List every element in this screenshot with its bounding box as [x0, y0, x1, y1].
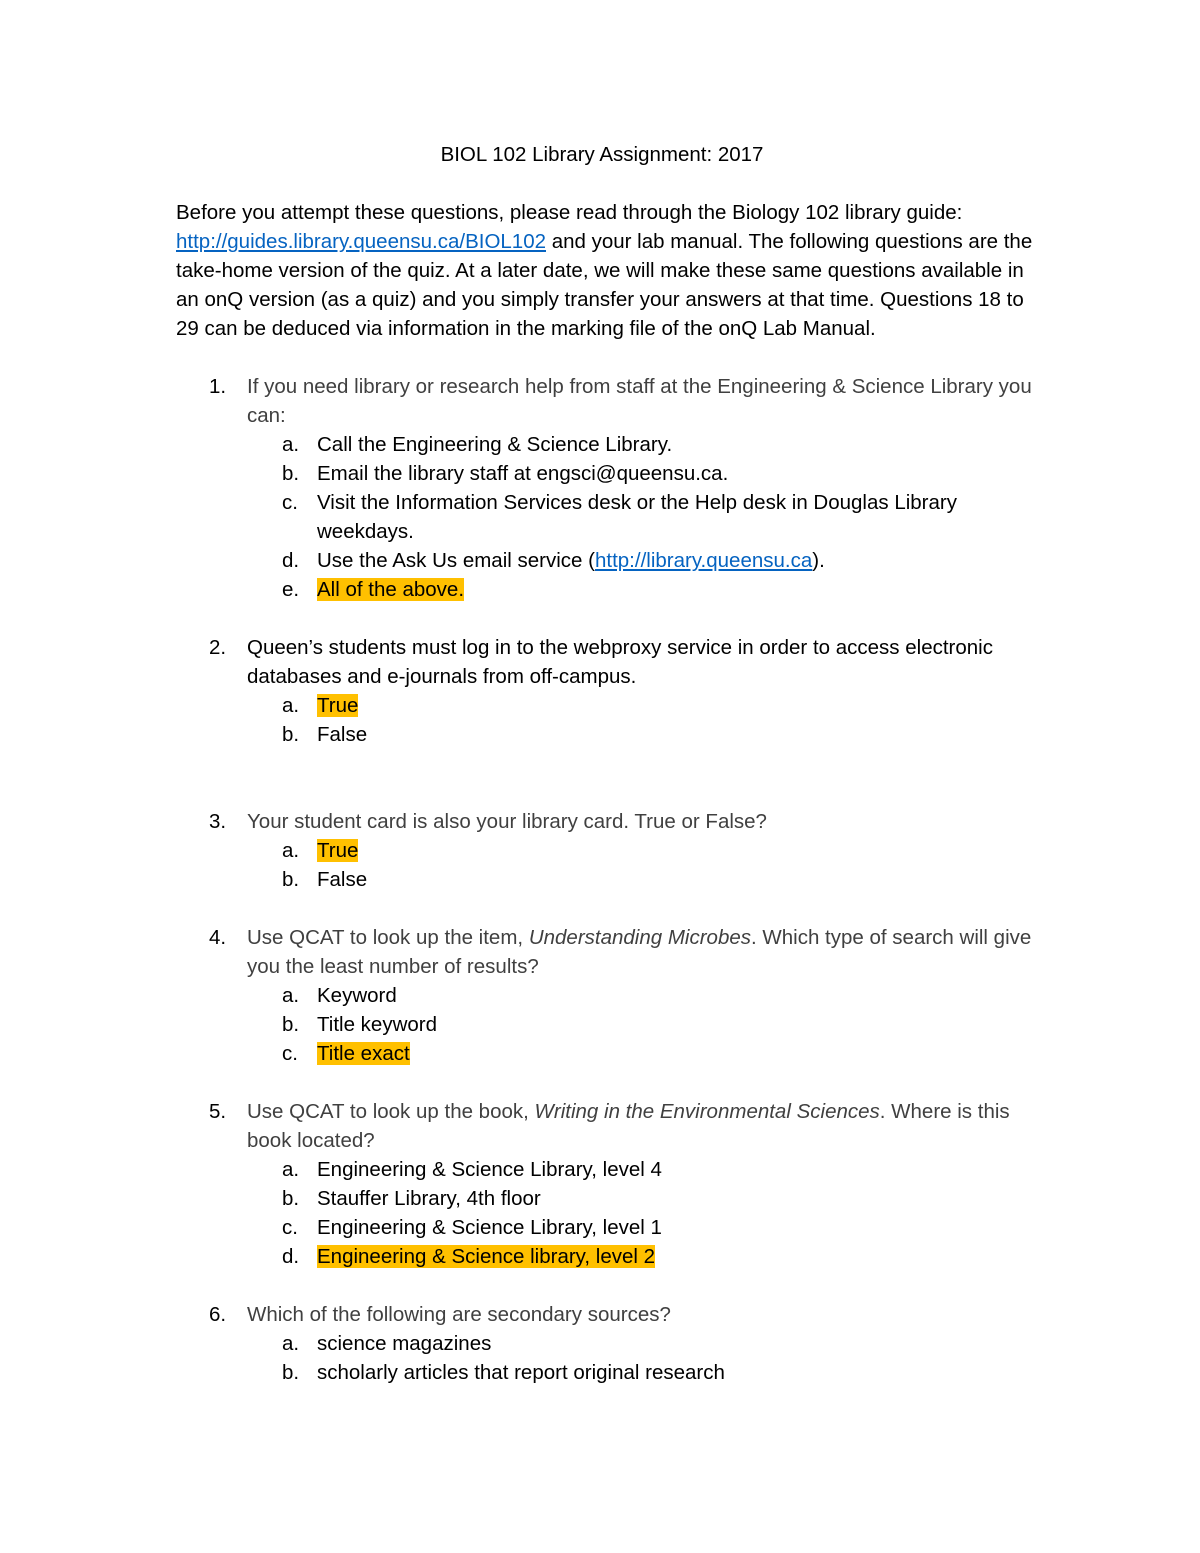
- option-letter: c.: [282, 491, 298, 514]
- option-letter: a.: [282, 1332, 300, 1355]
- option-text-before: Use the Ask Us email service (: [317, 549, 595, 572]
- option-text: scholarly articles that report original research: [317, 1361, 725, 1384]
- answer-option: [282, 1010, 1036, 1039]
- question-number: 3.: [209, 810, 227, 833]
- question-text-before: Use QCAT to look up the book,: [247, 1100, 535, 1123]
- intro-text-after: and your lab manual. The following questions are the take-home version of the quiz. At a later date, we will make these same questions available in an onQ version (as a quiz) and you simply transfer your answers at that time. Questions 18 to 29 can be deduced via information in the marking file of the onQ Lab Manual.: [176, 230, 1033, 340]
- highlighted-answer: Engineering & Science library, level 2: [317, 1245, 656, 1268]
- highlighted-answer: Title exact: [317, 1042, 410, 1065]
- option-text: Keyword: [317, 984, 397, 1007]
- question-number: 1.: [209, 375, 227, 398]
- answer-option-correct: [282, 836, 1036, 865]
- question-number: 6.: [209, 1303, 227, 1326]
- option-letter: a.: [282, 839, 300, 862]
- answer-option-correct: [282, 691, 1036, 720]
- answer-option: [282, 1184, 1036, 1213]
- answer-option-correct: [282, 1242, 1036, 1271]
- option-text: Email the library staff at engsci@queensu.ca.: [317, 462, 729, 485]
- option-letter: d.: [282, 1245, 300, 1268]
- option-text: Engineering & Science Library, level 4: [317, 1158, 662, 1181]
- question-1: [176, 372, 1036, 604]
- question-number: 4.: [209, 926, 227, 949]
- question-text: [247, 1097, 1036, 1155]
- document-title: BIOL 102 Library Assignment: 2017: [440, 143, 764, 166]
- option-letter: d.: [282, 549, 300, 572]
- option-text: science magazines: [317, 1332, 492, 1355]
- option-letter: c.: [282, 1042, 298, 1065]
- highlighted-answer: All of the above.: [317, 578, 465, 601]
- option-letter: b.: [282, 462, 300, 485]
- answer-option: [282, 720, 1036, 749]
- highlighted-answer: True: [317, 839, 359, 862]
- question-5: [176, 1097, 1036, 1271]
- question-4: [176, 923, 1036, 1068]
- answer-option: [282, 1358, 1036, 1387]
- answer-option: [282, 981, 1036, 1010]
- question-2: [176, 633, 1036, 749]
- question-text: Your student card is also your library card. True or False?: [247, 810, 767, 833]
- option-text: Engineering & Science Library, level 1: [317, 1216, 662, 1239]
- question-number: 2.: [209, 636, 227, 659]
- answer-option: [282, 1213, 1036, 1242]
- question-text-after: . Where is this book located?: [247, 1100, 1010, 1152]
- library-guide-link[interactable]: http://guides.library.queensu.ca/BIOL102: [176, 230, 546, 253]
- answer-option: [282, 488, 1036, 546]
- option-letter: a.: [282, 984, 300, 1007]
- question-6: [176, 1300, 1036, 1387]
- option-text: Stauffer Library, 4th floor: [317, 1187, 541, 1210]
- question-text: [247, 923, 1036, 981]
- question-text: Which of the following are secondary sources?: [247, 1303, 671, 1326]
- option-text-after: ).: [812, 549, 825, 572]
- option-letter: b.: [282, 723, 300, 746]
- option-text: False: [317, 723, 368, 746]
- answer-option: [282, 459, 1036, 488]
- question-text-before: Use QCAT to look up the item,: [247, 926, 529, 949]
- option-text: Visit the Information Services desk or the Help desk in Douglas Library weekdays.: [317, 491, 957, 543]
- ask-us-link[interactable]: http://library.queensu.ca: [594, 549, 813, 572]
- question-text: Queen’s students must log in to the webproxy service in order to access electronic databases and e-journals from off-campus.: [247, 636, 993, 688]
- question-3: [176, 807, 1036, 894]
- intro-text-before: Before you attempt these questions, please read through the Biology 102 library guide:: [176, 201, 963, 224]
- option-letter: e.: [282, 578, 300, 601]
- highlighted-answer: True: [317, 694, 359, 717]
- option-letter: c.: [282, 1216, 298, 1239]
- option-text: Title keyword: [317, 1013, 437, 1036]
- option-letter: a.: [282, 433, 300, 456]
- option-letter: a.: [282, 1158, 300, 1181]
- option-letter: b.: [282, 1187, 300, 1210]
- option-letter: b.: [282, 1361, 300, 1384]
- answer-option: [282, 546, 1036, 575]
- intro-paragraph: [176, 198, 1036, 343]
- option-letter: a.: [282, 694, 300, 717]
- answer-option-correct: [282, 575, 1036, 604]
- question-text: If you need library or research help from staff at the Engineering & Science Library you can:: [247, 375, 1032, 427]
- answer-option: [282, 1155, 1036, 1184]
- option-letter: b.: [282, 1013, 300, 1036]
- book-title-italic: Writing in the Environmental Sciences: [534, 1100, 880, 1123]
- answer-option-correct: [282, 1039, 1036, 1068]
- answer-option: [282, 865, 1036, 894]
- answer-option: [282, 430, 1036, 459]
- option-text: False: [317, 868, 368, 891]
- question-text-after: . Which type of search will give you the least number of results?: [247, 926, 1032, 978]
- option-letter: b.: [282, 868, 300, 891]
- option-text: Call the Engineering & Science Library.: [317, 433, 673, 456]
- document-body: [176, 140, 1036, 1416]
- question-number: 5.: [209, 1100, 227, 1123]
- answer-option: [282, 1329, 1036, 1358]
- book-title-italic: Understanding Microbes: [528, 926, 752, 949]
